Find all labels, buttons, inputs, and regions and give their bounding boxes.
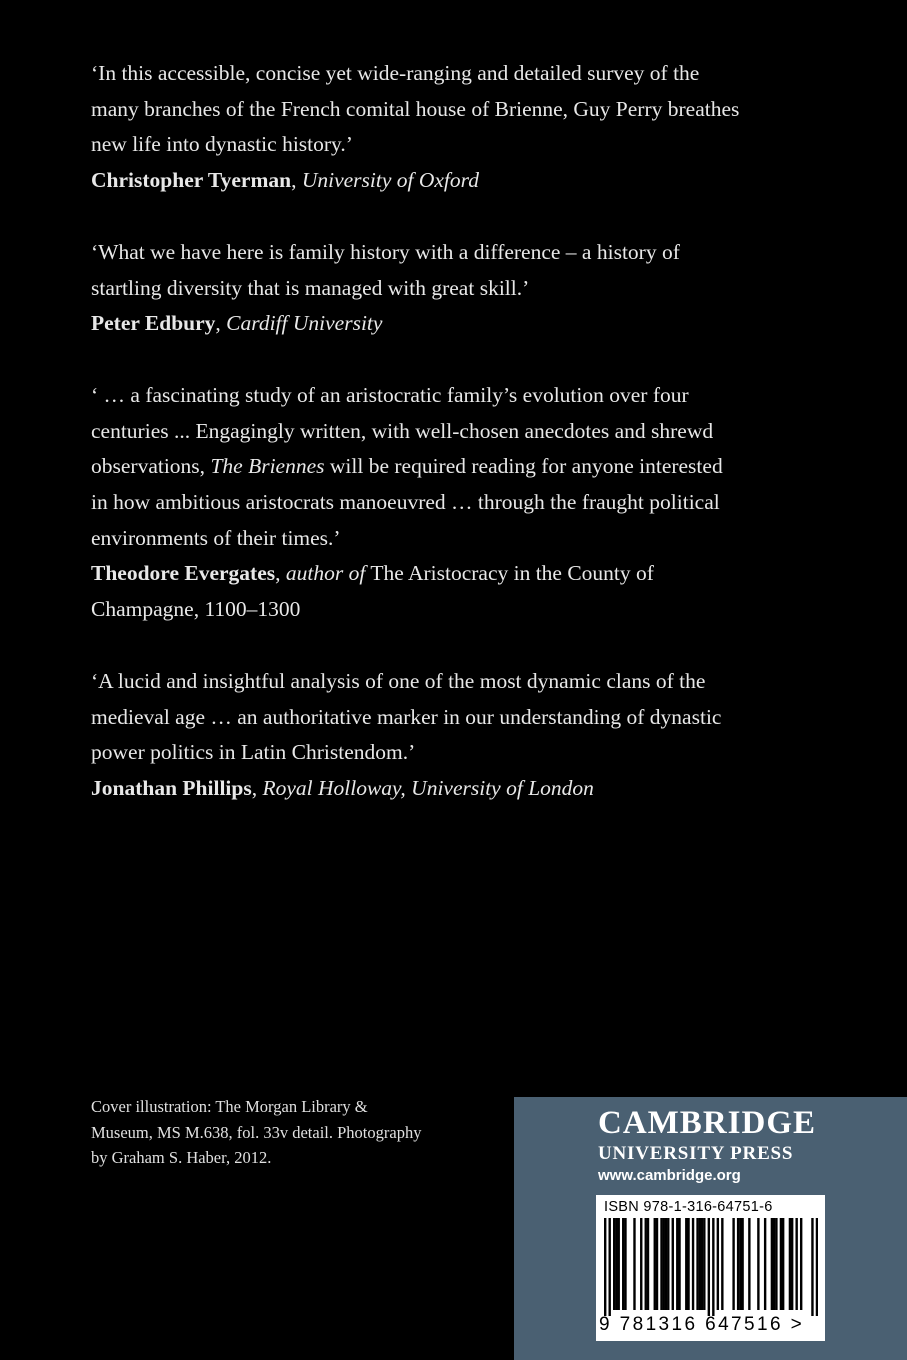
book-title: The Aristocracy in the County of <box>370 561 654 586</box>
barcode-bar <box>703 1218 705 1310</box>
barcode-bar <box>717 1218 719 1310</box>
quote-line: centuries ... Engagingly written, with well-chosen anecdotes and shrewd <box>91 418 714 443</box>
barcode-bar <box>739 1218 741 1310</box>
barcode-digits: 9 781316 647516 > <box>599 1314 805 1335</box>
barcode-bar <box>618 1218 620 1310</box>
quote-line: new life into dynastic history.’ <box>91 132 353 157</box>
quote-line: in how ambitious aristocrats manoeuvred … through the fraught political <box>91 490 720 515</box>
publisher-logo-name: CAMBRIDGE <box>598 1105 817 1141</box>
barcode-bar <box>676 1218 678 1310</box>
barcode-bar <box>667 1218 669 1310</box>
barcode-bar <box>656 1218 658 1310</box>
endorsement-phillips <box>91 664 811 807</box>
barcode-bar <box>795 1218 797 1310</box>
barcode-bar <box>645 1218 647 1310</box>
barcode-bar <box>696 1218 698 1310</box>
separator: , <box>251 775 263 800</box>
quote-line: medieval age … an authoritative marker in our understanding of dynastic <box>91 704 722 729</box>
attribution-cont: Champagne, 1100–1300 <box>91 597 301 622</box>
barcode-bar <box>624 1218 626 1310</box>
barcode-bar <box>732 1218 734 1310</box>
barcode-bar <box>692 1218 694 1310</box>
barcode-bar <box>737 1218 739 1310</box>
credit-line: by Graham S. Haber, 2012. <box>91 1148 272 1167</box>
barcode-bar <box>654 1218 656 1310</box>
barcode-bars <box>604 1218 818 1316</box>
quote-line: environments of their times.’ <box>91 525 341 550</box>
publisher-url: www.cambridge.org <box>598 1167 741 1184</box>
author-name: Theodore Evergates <box>91 561 276 586</box>
quote-line: power politics in Latin Christendom.’ <box>91 740 416 765</box>
affiliation: University of Oxford <box>301 168 479 193</box>
barcode-bar <box>780 1218 782 1310</box>
affiliation-prefix: author of <box>285 561 366 586</box>
barcode-bar <box>685 1218 687 1310</box>
barcode-bar <box>699 1218 701 1310</box>
credit-line: Museum, MS M.638, fol. 33v detail. Photography <box>91 1122 422 1142</box>
attribution <box>91 306 811 342</box>
affiliation: Cardiff University <box>226 311 383 336</box>
quote-line: ‘ … a fascinating study of an aristocratic family’s evolution over four <box>91 382 689 407</box>
barcode-bar <box>672 1218 674 1310</box>
endorsement-evergates <box>91 378 811 628</box>
barcode-bar <box>773 1218 775 1310</box>
cover-credit <box>91 1094 481 1171</box>
barcode-bar <box>660 1218 662 1310</box>
barcode-bar <box>640 1218 642 1310</box>
barcode-bar <box>764 1218 766 1310</box>
barcode-bar <box>741 1218 743 1310</box>
barcode-bar <box>748 1218 750 1310</box>
barcode-bar <box>647 1218 649 1310</box>
quote-line: many branches of the French comital house of Brienne, Guy Perry breathes <box>91 96 740 121</box>
barcode-bar <box>712 1218 714 1316</box>
barcode-bar <box>609 1218 611 1316</box>
barcode-bar <box>771 1218 773 1310</box>
barcode-bar <box>721 1218 723 1310</box>
quote-line: ‘What we have here is family history with a difference – a history of <box>91 239 680 264</box>
barcode-bar <box>782 1218 784 1310</box>
endorsement-tyerman <box>91 56 811 199</box>
quote-line: ‘A lucid and insightful analysis of one of the most dynamic clans of the <box>91 668 706 693</box>
separator: , <box>291 168 302 193</box>
barcode-bar <box>816 1218 818 1316</box>
barcode-bar <box>775 1218 777 1310</box>
attribution <box>91 771 811 807</box>
separator: , <box>215 311 227 336</box>
author-name: Christopher Tyerman <box>91 168 292 193</box>
publisher-subtitle: UNIVERSITY PRESS <box>598 1143 794 1164</box>
barcode-bar <box>633 1218 635 1310</box>
endorsements <box>91 56 811 843</box>
barcode-bar <box>665 1218 667 1310</box>
attribution <box>91 163 811 199</box>
author-name: Jonathan Phillips <box>91 775 252 800</box>
credit-line: Cover illustration: The Morgan Library & <box>91 1097 368 1116</box>
affiliation: Royal Holloway, University of London <box>262 775 594 800</box>
barcode-bar <box>678 1218 680 1310</box>
attribution <box>91 556 811 592</box>
separator: , <box>275 561 286 586</box>
barcode-bar <box>789 1218 791 1310</box>
quote-line: startling diversity that is managed with great skill.’ <box>91 275 530 300</box>
barcode-bar <box>757 1218 759 1310</box>
quote-line: ‘In this accessible, concise yet wide-ranging and detailed survey of the <box>91 61 700 85</box>
barcode <box>596 1195 825 1341</box>
barcode-bar <box>800 1218 802 1310</box>
barcode-bar <box>613 1218 615 1310</box>
barcode-bar <box>615 1218 617 1310</box>
publisher-box <box>514 1097 907 1360</box>
barcode-bar <box>604 1218 606 1316</box>
isbn-label: ISBN 978-1-316-64751-6 <box>604 1199 773 1215</box>
barcode-bar <box>663 1218 665 1310</box>
barcode-bar <box>791 1218 793 1310</box>
barcode-bar <box>687 1218 689 1310</box>
book-title-inline: The Briennes <box>210 454 325 479</box>
barcode-bar <box>622 1218 624 1310</box>
quote-line: observations, The Briennes will be required reading for anyone interested <box>91 454 723 479</box>
barcode-bar <box>701 1218 703 1310</box>
author-name: Peter Edbury <box>91 311 216 336</box>
barcode-bar <box>811 1218 813 1316</box>
barcode-bar <box>708 1218 710 1316</box>
endorsement-edbury <box>91 235 811 342</box>
